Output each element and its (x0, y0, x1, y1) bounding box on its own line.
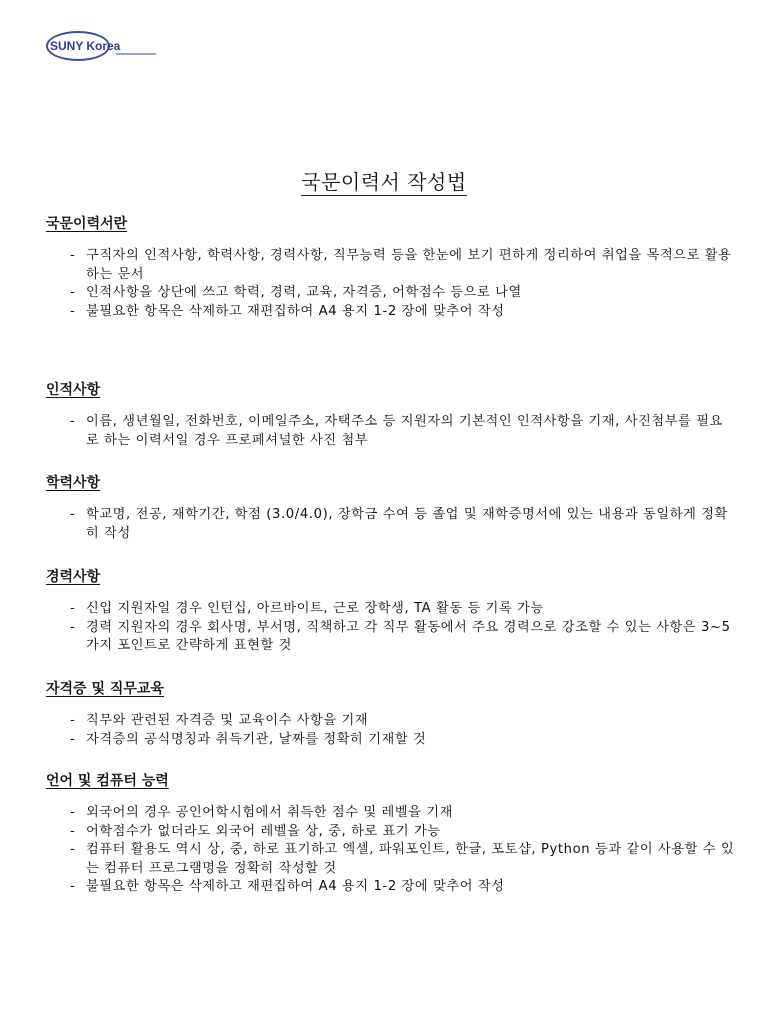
section-language-computer (46, 770, 736, 897)
section-education (46, 472, 736, 543)
bullet-list (46, 600, 736, 656)
section-heading: 언어 및 컴퓨터 능력 (46, 773, 169, 789)
list-item: - 경력 지원자의 경우 회사명, 부서명, 직책하고 각 직무 활동에서 주요 경력으로 강조할 수 있는 사항은 3~5 가지 포인트로 간략하게 표현할 것 (46, 619, 736, 656)
list-item: - 불필요한 항목은 삭제하고 재편집하여 A4 용지 1-2 장에 맞추어 작성 (46, 303, 736, 322)
document-title-text: 국문이력서 작성법 (301, 170, 467, 194)
document-title (0, 166, 768, 195)
list-item: - 신입 지원자일 경우 인턴십, 아르바이트, 근로 장학생, TA 활동 등 기록 가능 (46, 600, 736, 619)
list-item: - 자격증의 공식명칭과 취득기관, 날짜를 정확히 기재할 것 (46, 731, 736, 750)
list-item: - 직무와 관련된 자격증 및 교육이수 사항을 기재 (46, 712, 736, 731)
section-heading: 경력사항 (46, 569, 101, 585)
bullet-list (46, 804, 736, 897)
list-item: - 구직자의 인적사항, 학력사항, 경력사항, 직무능력 등을 한눈에 보기 편하게 정리하여 취업을 목적으로 활용하는 문서 (46, 247, 736, 284)
bullet-list (46, 506, 736, 543)
section-heading: 학력사항 (46, 475, 101, 491)
bullet-list (46, 712, 736, 749)
list-item: - 불필요한 항목은 삭제하고 재편집하여 A4 용지 1-2 장에 맞추어 작성 (46, 878, 736, 897)
list-item: - 외국어의 경우 공인어학시험에서 취득한 점수 및 레벨을 기재 (46, 804, 736, 823)
logo-tagline-mark (116, 53, 156, 55)
section-heading: 인적사항 (46, 382, 101, 398)
section-intro (46, 213, 736, 321)
logo-suny-text: SUNY (50, 39, 84, 53)
list-item: - 컴퓨터 활용도 역시 상, 중, 하로 표기하고 엑셀, 파워포인트, 한글, 포토샵, Python 등과 같이 사용할 수 있는 컴퓨터 프로그램명을 정확히 작성할 것 (46, 841, 736, 878)
bullet-list (46, 247, 736, 321)
list-item: - 인적사항을 상단에 쓰고 학력, 경력, 교육, 자격증, 어학점수 등으로 나열 (46, 284, 736, 303)
bullet-list (46, 413, 736, 450)
section-heading: 자격증 및 직무교육 (46, 681, 164, 697)
section-heading: 국문이력서란 (46, 216, 128, 232)
list-item: - 학교명, 전공, 재학기간, 학점 (3.0/4.0), 장학금 수여 등 졸업 및 재학증명서에 있는 내용과 동일하게 정확히 작성 (46, 506, 736, 543)
logo-ellipse (46, 31, 121, 61)
section-experience (46, 566, 736, 656)
logo-korea-text: Korea (86, 39, 121, 53)
list-item: - 이름, 생년월일, 전화번호, 이메일주소, 자택주소 등 지원자의 기본적인 인적사항을 기재, 사진첨부를 필요로 하는 이력서일 경우 프로페셔널한 사진 첨부 (46, 413, 736, 450)
suny-korea-logo (46, 31, 121, 61)
section-personal-info (46, 379, 736, 450)
list-item: - 어학점수가 없더라도 외국어 레벨을 상, 중, 하로 표기 가능 (46, 823, 736, 842)
section-certifications (46, 678, 736, 749)
